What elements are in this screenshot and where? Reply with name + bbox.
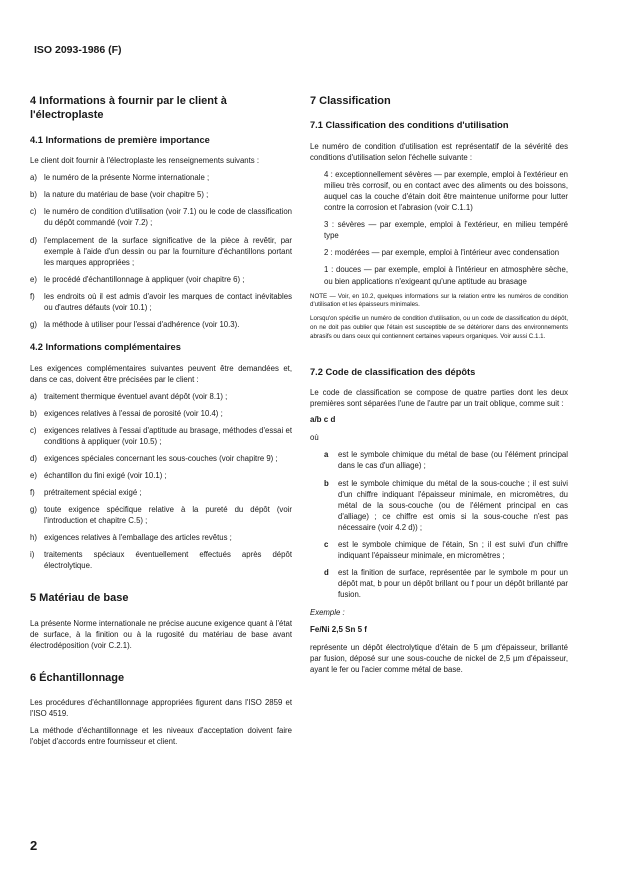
section-5-title: 5 Matériau de base [30,592,129,605]
section-7-1-intro: Le numéro de condition d'utilisation est représentatif de la sévérité des conditions d'utilisation selon l'échelle suivante : [310,141,568,162]
section-4-title: 4 Informations à fournir par le client à l'électroplaste [30,95,227,122]
section-6-title: 6 Échantillonnage [30,671,125,684]
list-item: c) exigences relatives à l'essai d'aptitude au brasage, méthodes d'essai et conditions à appliquer (voir 10.5) ; [30,425,292,446]
section-4-1-list [30,172,292,330]
section-4-1-intro: Le client doit fournir à l'électroplaste les renseignements suivants : [30,156,260,166]
section-7-1-title: 7.1 Classification des conditions d'utilisation [310,120,509,131]
list-item: a) traitement thermique éventuel avant dépôt (voir 8.1) ; [30,391,228,401]
list-item: d) exigences spéciales concernant les sous-couches (voir chapitre 9) ; [30,453,278,463]
code-parts-list [324,449,568,600]
right-column [310,94,568,681]
list-item: h) exigences relatives à l'emballage des articles revêtus ; [30,533,232,543]
section-7-2-title: 7.2 Code de classification des dépôts [310,366,476,377]
list-item: c est le symbole chimique de l'étain, Sn ; il est suivi d'un chiffre indiquant l'épaisseur minimale, en micromètres ; [324,539,568,560]
section-7-title: 7 Classification [310,95,391,107]
list-item: e) le procédé d'échantillonnage à appliquer (voir chapitre 6) ; [30,274,245,284]
example-text: représente un dépôt électrolytique d'étain de 5 µm d'épaisseur, brillanté par fusion, déposé sur une sous-couche de nickel de 2,5 µm d'épaisseur, ayant le fer ou l'acier comme métal de base. [310,643,568,675]
list-item: b) la nature du matériau de base (voir chapitre 5) ; [30,190,209,200]
list-item: 1 : douces — par exemple, emploi à l'intérieur en atmosphère sèche, ou bien applications n'exigeant qu'une aptitude au brasage [324,265,569,286]
document-reference: ISO 2093-1986 (F) [34,44,122,56]
list-item: 2 : modérées — par exemple, emploi à l'intérieur avec condensation [324,248,560,258]
list-item: 3 : sévères — par exemple, emploi à l'extérieur, en milieu tempéré type [324,220,569,241]
section-6-paragraph-2: La méthode d'échantillonnage et les niveaux d'acceptation doivent faire l'objet d'accords entre fournisseur et client. [30,726,292,747]
severity-scale-list [324,169,568,287]
example-label: Exemple : [310,608,345,618]
section-4-2-list [30,391,292,572]
section-5-text: La présente Norme internationale ne précise aucune exigence quant à l'état de surface, à la finition ou à la rugosité du matériau de base avant électrodéposition (voir C.2.1). [30,618,292,650]
list-item: g) toute exigence spécifique relative à la pureté du dépôt (voir l'introduction et chapitre C.5) ; [30,505,292,526]
section-7-2-intro: Le code de classification se compose de quatre parties dont les deux premières sont séparées l'une de l'autre par un trait oblique, comme suit : [310,388,568,409]
list-item: a est le symbole chimique du métal de base (ou l'élément principal dans le cas d'un alliage) ; [324,450,568,471]
note: NOTE — Voir, en 10.2, quelques informations sur la relation entre les numéros de condition d'utilisation et les épaisseurs minimales. [310,292,568,309]
list-item: d est la finition de surface, représentée par le symbole m pour un dépôt mat, b pour un dépôt brillant ou f pour un dépôt brillanté par fusion. [324,567,568,600]
list-item: g) la méthode à utiliser pour l'essai d'adhérence (voir 10.3). [30,319,240,329]
list-item: b est le symbole chimique du métal de la sous-couche ; il est suivi d'un chiffre indiquant l'épaisseur minimale, en micromètres, du métal de la sous-couche (ou de l'élément principal en cas d'alliage) ; ce chiffre est omis si la sous-couche n'est pas nécessaire (voir 4.2 d)) ; [324,478,568,532]
page-number: 2 [30,838,38,853]
list-item: d) l'emplacement de la surface significative de la pièce à revêtir, par exemple à l'aide d'un dessin ou par la fourniture d'échantillons portant les marques appropriées ; [30,235,292,267]
list-item: 4 : exceptionnellement sévères — par exemple, emploi à l'extérieur en milieu très corrosif, ou en contact avec des aliments ou des boissons, auquel cas la couche d'étain doit être maintenue uniforme pour lutter contre la corrosion et l'abrasion (voir C.1.1) [324,170,568,213]
list-item: b) exigences relatives à l'essai de porosité (voir 10.4) ; [30,408,223,418]
caution-paragraph: Lorsqu'on spécifie un numéro de condition d'utilisation, ou un code de classification du dépôt, on ne doit pas oublier que l'étain est susceptible de se détériorer dans des environnements abrasifs ou dans ceux qui contiennent certaines vapeurs organiques. Voir aussi C.1.1. [310,315,568,340]
classification-code: a/b c d [310,415,336,425]
list-item: i) traitements spéciaux éventuellement effectués après dépôt électrolytique. [30,550,292,571]
example-code: Fe/Ni 2,5 Sn 5 f [310,625,367,635]
list-item: e) échantillon du fini exigé (voir 10.1) ; [30,471,167,480]
list-item: f) les endroits où il est admis d'avoir les marques de contact inévitables ou d'autres défauts (voir 10.1) ; [30,291,292,312]
list-item: a) le numéro de la présente Norme internationale ; [30,173,210,183]
ou-label: où [310,433,319,443]
section-6-paragraph-1: Les procédures d'échantillonnage appropriées figurent dans l'ISO 2859 et l'ISO 4519. [30,698,292,719]
list-item: c) le numéro de condition d'utilisation (voir 7.1) ou le code de classification du dépôt commandé (voir 7.2) ; [30,207,292,228]
list-item: f) prétraitement spécial exigé ; [30,488,142,498]
section-4-1-title: 4.1 Informations de première importance [30,134,210,145]
section-4-2-title: 4.2 Informations complémentaires [30,341,181,352]
section-4-2-intro: Les exigences complémentaires suivantes peuvent être demandées et, dans ce cas, doivent être précisées par le client : [30,363,292,384]
left-column [30,94,292,753]
